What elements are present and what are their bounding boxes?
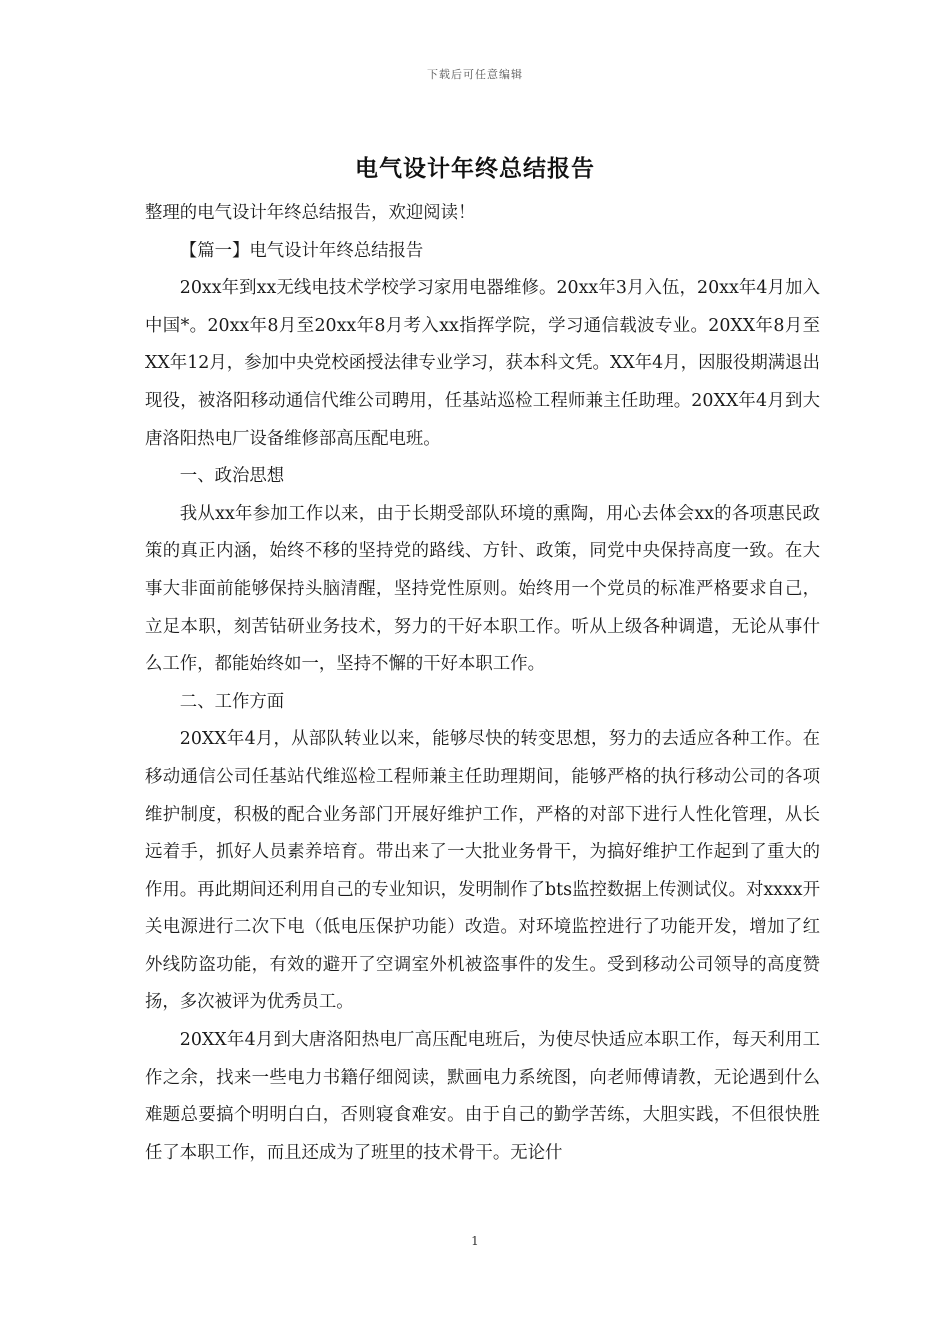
section-heading-politics: 一、政治思想 [179, 466, 285, 487]
section-heading-work: 二、工作方面 [179, 691, 285, 712]
document-body [145, 195, 820, 1172]
section-heading-part-one: 【篇一】电气设计年终总结报告 [179, 240, 424, 261]
body-paragraph: 20XX年4月，从部队转业以来，能够尽快的转变思想，努力的去适应各种工作。在移动通信公司任基站代维巡检工程师兼主任助理期间，能够严格的执行移动公司的各项维护制度，积极的配合业务部门开展好维护工作，严格的对部下进行人性化管理，从长远着手，抓好人员素养培育。带出来了一大批业务骨干，为搞好维护工作起到了重大的作用。再此期间还利用自己的专业知识，发明制作了bts监控数据上传测试仪。对xxxx开关电源进行二次下电（低电压保护功能）改造。对环境监控进行了功能开发，增加了红外线防盗功能，有效的避开了空调室外机被盗事件的发生。受到移动公司领导的高度赞扬，多次被评为优秀员工。 [145, 729, 820, 1013]
body-paragraph: 我从xx年参加工作以来，由于长期受部队环境的熏陶，用心去体会xx的各项惠民政策的真正内涵，始终不移的坚持党的路线、方针、政策，同党中央保持高度一致。在大事大非面前能够保持头脑清醒，坚持党性原则。始终用一个党员的标准严格要求自己，立足本职，刻苦钻研业务技术，努力的干好本职工作。听从上级各种调遣，无论从事什么工作，都能始终如一，坚持不懈的干好本职工作。 [145, 503, 820, 675]
body-paragraph: 20xx年到xx无线电技术学校学习家用电器维修。20xx年3月入伍，20xx年4月加入中国*。20xx年8月至20xx年8月考入xx指挥学院，学习通信载波专业。20XX年8月至XX年12月，参加中央党校函授法律专业学习，获本科文凭。XX年4月，因服役期满退出现役，被洛阳移动通信代维公司聘用，任基站巡检工程师兼主任助理。20XX年4月到大唐洛阳热电厂设备维修部高压配电班。 [145, 278, 820, 449]
body-paragraph: 20XX年4月到大唐洛阳热电厂高压配电班后，为使尽快适应本职工作，每天利用工作之余，找来一些电力书籍仔细阅读，默画电力系统图，向老师傅请教，无论遇到什么难题总要搞个明明白白，否则寝食难安。由于自己的勤学苦练，大胆实践，不但很快胜任了本职工作，而且还成为了班里的技术骨干。无论什 [145, 1030, 820, 1163]
document-title: 电气设计年终总结报告 [355, 155, 595, 182]
page-number: 1 [471, 1234, 479, 1248]
header-note: 下载后可任意编辑 [427, 68, 523, 81]
intro-paragraph: 整理的电气设计年终总结报告，欢迎阅读！ [145, 203, 476, 223]
